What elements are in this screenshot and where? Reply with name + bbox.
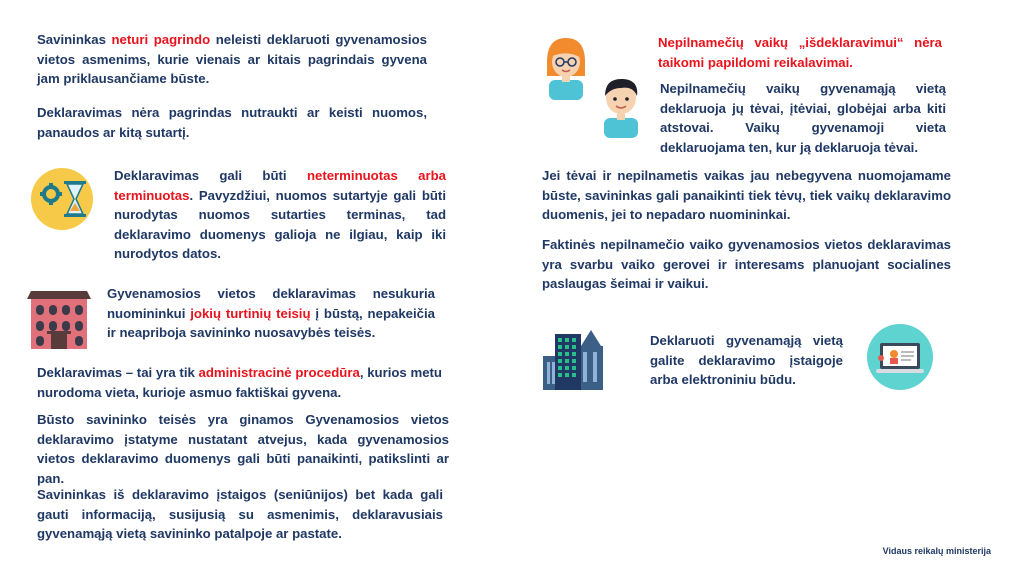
girl-avatar-icon	[543, 36, 589, 100]
text-minors-declared-by-parents: Nepilnamečių vaikų gyvenamąją vietą deklaruoja jų tėvai, įtėviai, globėjai arba kiti atstovai. Vaikų gyvenamoji vieta deklaruojama ten, kur ją deklaruoja tėvai.	[660, 81, 946, 155]
city-buildings-icon	[543, 326, 605, 390]
text-declaration-term: Deklaravimas gali būti neterminuotas arba terminuotas. Pavyzdžiui, nuomos sutartyje gali būti nurodytas nuomos sutarties terminas, tad deklaravimo duomenys galioja ne ilgiau, kaip iki nurodytos datos.	[114, 168, 446, 261]
footer-ministry-name: Vidaus reikalų ministerija	[882, 546, 991, 556]
text-contract-not-terminated: Deklaravimas nėra pagrindas nutraukti ar keisti nuomos, panaudos ar kitą sutartį.	[37, 105, 427, 140]
text-owner-no-grounds: Savininkas neturi pagrindo neleisti deklaruoti gyvenamosios vietos asmenims, kurie vienais ar kitais pagrindais gyvena jam priklausančiame būste.	[37, 32, 427, 86]
text-declare-options: Deklaruoti gyvenamąją vietą galite deklaravimo įstaigoje arba elektroniniu būdu.	[650, 333, 843, 387]
text-owner-can-cancel: Jei tėvai ir nepilnametis vaikas jau nebegyvena nuomojamame būste, savininkas gali panaikinti tiek tėvų, tiek vaikų deklaravimo duomenis, jei to nepadaro nuomininkai.	[542, 168, 951, 222]
apartment-building-icon	[25, 281, 93, 349]
text-child-welfare: Faktinės nepilnamečio vaiko gyvenamosios vietos deklaravimas yra svarbu vaiko gerovei ir interesams planuojant socialines paslaugas šeimai ir vaikui.	[542, 237, 951, 291]
text-owner-info-access: Savininkas iš deklaravimo įstaigos (seniūnijos) bet kada gali gauti informaciją, susijusią su asmenimis, deklaravusiais gyvenamąją vietą savininko patalpoje ar pastate.	[37, 487, 443, 541]
text-no-property-rights: Gyvenamosios vietos deklaravimas nesukuria nuomininkui jokių turtinių teisių į būstą, nepakeičia ir neapriboja savininko nuosavybės teisės.	[107, 286, 435, 340]
text-owner-rights-protected: Būsto savininko teisės yra ginamos Gyvenamosios vietos deklaravimo įstatyme nustatant atvejus, kada gyvenamosios vietos deklaravimo duomenys gali būti panaikinti, patikslinti ar pan.	[37, 412, 449, 486]
boy-avatar-icon	[599, 76, 643, 138]
text-administrative-procedure: Deklaravimas – tai yra tik administracinė procedūra, kurios metu nurodoma vieta, kurioje asmuo faktiškai gyvena.	[37, 365, 442, 400]
heading-minors-no-requirements: Nepilnamečių vaikų „išdeklaravimui“ nėra taikomi papildomi reikalavimai.	[658, 35, 942, 70]
hourglass-clock-icon	[30, 167, 94, 231]
laptop-online-icon	[866, 323, 934, 391]
